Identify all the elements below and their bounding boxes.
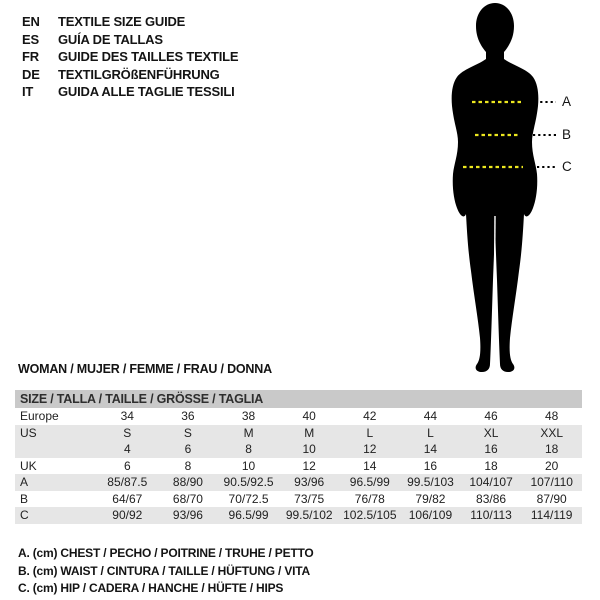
size-cell: 48 [545,409,559,423]
size-cell: 96.5/99 [228,508,269,522]
size-cell: 34 [120,409,134,423]
size-cell: 102.5/105 [343,508,397,522]
size-cell: 93/96 [172,508,203,522]
size-cell: XXL [540,425,564,440]
woman-silhouette-figure [440,0,600,380]
table-header-row: SIZE / TALLA / TAILLE / GRÖSSE / TAGLIA [15,390,582,408]
size-cell: 114/119 [530,508,573,522]
size-cell: 8 [245,442,252,456]
size-cell: M [243,425,254,440]
language-code: FR [22,49,39,64]
size-cell: 44 [423,409,438,423]
size-cell: 85/87.5 [107,475,148,489]
size-cell: XL [483,425,499,440]
table-row [15,458,582,475]
size-cell: 90/92 [112,508,143,522]
table-row [15,474,582,491]
size-cell: 16 [423,458,438,473]
size-cell: 18 [484,458,498,473]
size-cell: 12 [302,458,316,473]
size-cell: 20 [545,458,559,473]
table-row [15,507,582,524]
size-cell: 12 [363,442,377,456]
table-row [15,408,582,425]
table-row [15,425,582,442]
row-label: UK [20,458,37,473]
size-cell: L [427,425,434,440]
row-label: C [20,508,29,522]
size-cell: M [304,425,315,440]
size-cell: 10 [302,442,316,456]
size-cell: 42 [363,409,377,423]
size-cell: 90.5/92.5 [223,475,274,489]
size-cell: 6 [184,442,192,456]
size-cell: 4 [123,442,131,456]
size-cell: S [183,425,192,440]
row-label: A [20,475,29,489]
measurement-legend [18,545,314,598]
language-code: ES [22,31,39,47]
language-row [22,13,238,31]
size-cell: 38 [241,409,256,423]
language-title: TEXTILE SIZE GUIDE [58,14,186,29]
size-cell: 99.5/103 [407,475,454,489]
language-code: EN [22,14,40,29]
language-list [22,13,238,101]
row-label: B [20,491,29,506]
size-cell: 83/86 [476,491,507,506]
size-cell: 79/82 [415,491,446,506]
size-cell: 70/72.5 [228,491,269,506]
size-cell: 88/90 [172,475,203,489]
size-cell: 93/96 [294,475,325,489]
language-title: TEXTILGRÖßENFÜHRUNG [58,66,220,82]
language-row [22,83,238,101]
size-table [15,390,582,524]
size-cell: 8 [184,458,192,473]
table-body [15,408,582,524]
size-cell: 40 [302,409,316,423]
size-cell: 73/75 [294,491,325,506]
language-title: GUIDA ALLE TAGLIE TESSILI [58,84,235,99]
language-row [22,66,238,84]
size-cell: 14 [423,442,438,456]
waist-marker-label: B [562,127,572,142]
size-cell: 14 [363,458,377,473]
size-cell: 104/107 [469,475,513,489]
row-label: Europe [20,409,59,423]
size-cell: 110/113 [470,508,512,522]
size-cell: 6 [123,458,131,473]
size-cell: 16 [484,442,498,456]
size-cell: 99.5/102 [285,508,333,522]
size-cell: 106/109 [408,508,453,522]
hip-marker-label: C [562,159,572,174]
legend-hip: C. (cm) HIP / CADERA / HANCHE / HÜFTE / HIPS [18,581,284,595]
size-cell: S [123,425,132,440]
language-row [22,31,238,49]
size-cell: 64/67 [112,491,143,506]
row-label [15,441,97,458]
size-cell: 96.5/99 [349,475,390,489]
size-cell: 18 [545,442,559,456]
size-cell: 46 [484,409,498,423]
table-row [15,491,582,508]
language-code: DE [22,66,40,82]
language-row [22,48,238,66]
language-code: IT [22,84,34,99]
size-cell: L [366,425,374,440]
size-cell: 76/78 [354,491,385,506]
size-cell: 36 [181,409,195,423]
legend-waist: B. (cm) WAIST / CINTURA / TAILLE / HÜFTUNG / VITA [18,563,310,578]
table-row [15,441,582,458]
size-cell: 87/90 [536,491,567,506]
legend-chest: A. (cm) CHEST / PECHO / POITRINE / TRUHE / PETTO [18,546,314,560]
size-cell: 107/110 [530,475,573,489]
chest-marker-label: A [562,94,572,109]
language-title: GUÍA DE TALLAS [58,31,163,47]
size-cell: 10 [241,458,256,473]
size-cell: 68/70 [172,491,203,506]
group-title: WOMAN / MUJER / FEMME / FRAU / DONNA [18,362,272,376]
leg-gap-line [494,216,495,362]
language-title: GUIDE DES TAILLES TEXTILE [58,49,239,64]
row-label: US [20,425,37,440]
